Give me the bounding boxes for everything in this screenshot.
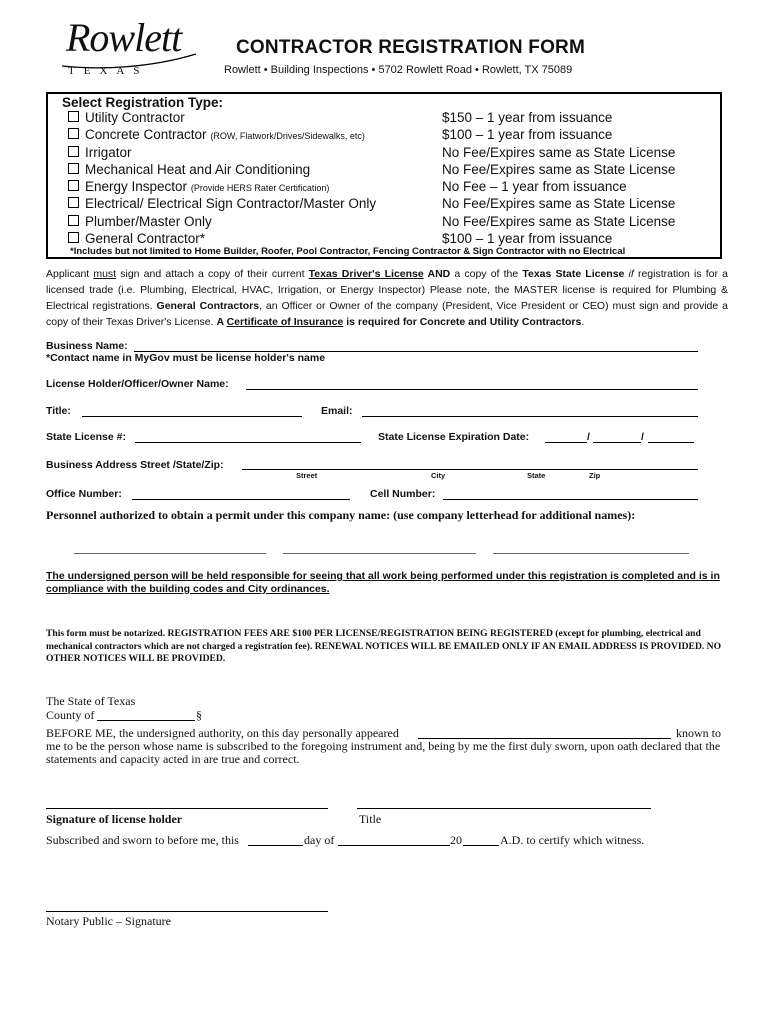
email-label: Email: xyxy=(321,405,353,417)
city-caption: City xyxy=(431,471,446,480)
known-to-text: known to xyxy=(676,726,721,740)
title-input[interactable] xyxy=(82,416,302,417)
reg-option-energy[interactable]: Energy Inspector (Provide HERS Rater Certification) xyxy=(68,179,329,196)
before-me-text: BEFORE ME, the undersigned authority, on this day personally appeared xyxy=(46,726,399,740)
exp-month-input[interactable] xyxy=(545,442,587,443)
address-input[interactable] xyxy=(242,469,698,470)
sworn-text-3: 20 xyxy=(450,833,462,847)
responsibility-statement: The undersigned person will be held responsible for seeing that all work being performed under this registration is completed and is in compliance with the building codes and City ordinances. xyxy=(46,570,720,595)
cell-number-label: Cell Number: xyxy=(370,488,436,500)
exp-separator: / xyxy=(587,431,590,443)
holder-title-input[interactable] xyxy=(357,808,651,809)
checkbox[interactable] xyxy=(68,197,79,208)
reg-fee: No Fee/Expires same as State License xyxy=(442,162,676,177)
reg-option-plumber[interactable]: Plumber/Master Only xyxy=(68,214,212,231)
office-number-label: Office Number: xyxy=(46,488,122,500)
address-label: Business Address Street /State/Zip: xyxy=(46,459,224,471)
exp-separator: / xyxy=(641,431,644,443)
reg-fee: $100 – 1 year from issuance xyxy=(442,127,613,142)
title-label: Title: xyxy=(46,405,71,417)
reg-fee: No Fee/Expires same as State License xyxy=(442,196,676,211)
state-license-label: State License #: xyxy=(46,431,126,443)
personnel-name-input[interactable] xyxy=(283,553,476,554)
sworn-year-input[interactable] xyxy=(463,845,499,846)
notary-state: The State of Texas xyxy=(46,694,136,708)
holder-title-label: Title xyxy=(359,812,382,826)
personnel-name-input[interactable] xyxy=(74,553,266,554)
reg-option-electrical[interactable]: Electrical/ Electrical Sign Contractor/Master Only xyxy=(68,196,376,213)
city-logo: Rowlett xyxy=(66,15,182,60)
registration-footnote: *Includes but not limited to Home Builder, Roofer, Pool Contractor, Fencing Contractor & Sign Contractor with no Electrical xyxy=(70,246,626,257)
reg-fee: No Fee/Expires same as State License xyxy=(442,145,676,160)
sworn-day-input[interactable] xyxy=(248,845,303,846)
checkbox[interactable] xyxy=(68,180,79,191)
notary-signature-input[interactable] xyxy=(46,911,328,912)
business-name-label: Business Name: xyxy=(46,340,128,352)
reg-option-mechanical[interactable]: Mechanical Heat and Air Conditioning xyxy=(68,162,310,179)
reg-option-irrigator[interactable]: Irrigator xyxy=(68,145,132,162)
sworn-text-4: A.D. to certify which witness. xyxy=(500,833,645,847)
office-address: Rowlett • Building Inspections • 5702 Rowlett Road • Rowlett, TX 75089 xyxy=(224,64,573,76)
registration-heading: Select Registration Type: xyxy=(62,95,224,110)
sworn-text-2: day of xyxy=(304,833,335,847)
holder-signature-label: Signature of license holder xyxy=(46,812,183,826)
zip-caption: Zip xyxy=(589,471,601,480)
form-title: CONTRACTOR REGISTRATION FORM xyxy=(236,37,585,58)
instructions-paragraph: Applicant must sign and attach a copy of their current Texas Driver's License AND a copy of the Texas State License if registration is for a licensed trade (i.e. Plumbing, Electrical, HVAC, Irrigation, or Energy Inspector) Please note, the MASTER license is required for Plumbing & Electrical registrations. General Contractors, an Officer or Owner of the company (President, Vice President or CEO) must sign and provide a copy of their Texas Driver's License. A Certificate of Insurance is required for Concrete and Utility Contractors. xyxy=(46,268,728,328)
sworn-text-1: Subscribed and sworn to before me, this xyxy=(46,833,239,847)
checkbox[interactable] xyxy=(68,163,79,174)
expiration-label: State License Expiration Date: xyxy=(378,431,530,443)
notarize-notice: This form must be notarized. REGISTRATION FEES ARE $100 PER LICENSE/REGISTRATION BEING REGISTERED (except for plumbing, electrical and mechanical contractors which are not charged a registration fee). RENEWAL NOTICES WILL BE EMAILED ONLY IF AN EMAIL ADDRESS IS PROVIDED. NO OTHER NOTICES WILL BE PROVIDED. xyxy=(46,628,722,664)
license-holder-label: License Holder/Officer/Owner Name: xyxy=(46,378,229,390)
license-holder-input[interactable] xyxy=(246,389,698,390)
reg-option-general[interactable]: General Contractor* xyxy=(68,231,205,248)
cell-number-input[interactable] xyxy=(443,499,698,500)
checkbox[interactable] xyxy=(68,215,79,226)
email-input[interactable] xyxy=(362,416,698,417)
reg-fee: No Fee – 1 year from issuance xyxy=(442,179,627,194)
checkbox[interactable] xyxy=(68,232,79,243)
notary-signature-label: Notary Public – Signature xyxy=(46,914,171,928)
oath-text: me to be the person whose name is subscribed to the foregoing instrument and, being by me the first duly sworn, upon oath declared that the statements and capacity acted in are true and correct. xyxy=(46,739,721,766)
street-caption: Street xyxy=(296,471,318,480)
exp-day-input[interactable] xyxy=(593,442,641,443)
holder-signature-input[interactable] xyxy=(46,808,328,809)
reg-option-concrete[interactable]: Concrete Contractor (ROW, Flatwork/Drives/Sidewalks, etc) xyxy=(68,127,365,144)
reg-fee: $100 – 1 year from issuance xyxy=(442,231,613,246)
checkbox[interactable] xyxy=(68,128,79,139)
personnel-label: Personnel authorized to obtain a permit under this company name: (use company letterhead for additional names): xyxy=(46,508,636,522)
state-caption: State xyxy=(527,471,546,480)
exp-year-input[interactable] xyxy=(648,442,694,443)
contact-note: *Contact name in MyGov must be license holder's name xyxy=(46,352,326,364)
sworn-month-input[interactable] xyxy=(338,845,450,846)
checkbox[interactable] xyxy=(68,146,79,157)
logo-subtitle: TEXAS xyxy=(68,65,149,77)
reg-option-utility[interactable]: Utility Contractor xyxy=(68,110,185,127)
reg-fee: $150 – 1 year from issuance xyxy=(442,110,613,125)
notary-county-label: County of xyxy=(46,708,95,722)
personnel-name-input[interactable] xyxy=(493,553,689,554)
county-input[interactable] xyxy=(97,720,195,721)
section-symbol: § xyxy=(196,708,202,722)
office-number-input[interactable] xyxy=(132,499,350,500)
checkbox[interactable] xyxy=(68,111,79,122)
reg-fee: No Fee/Expires same as State License xyxy=(442,214,676,229)
state-license-input[interactable] xyxy=(135,442,361,443)
